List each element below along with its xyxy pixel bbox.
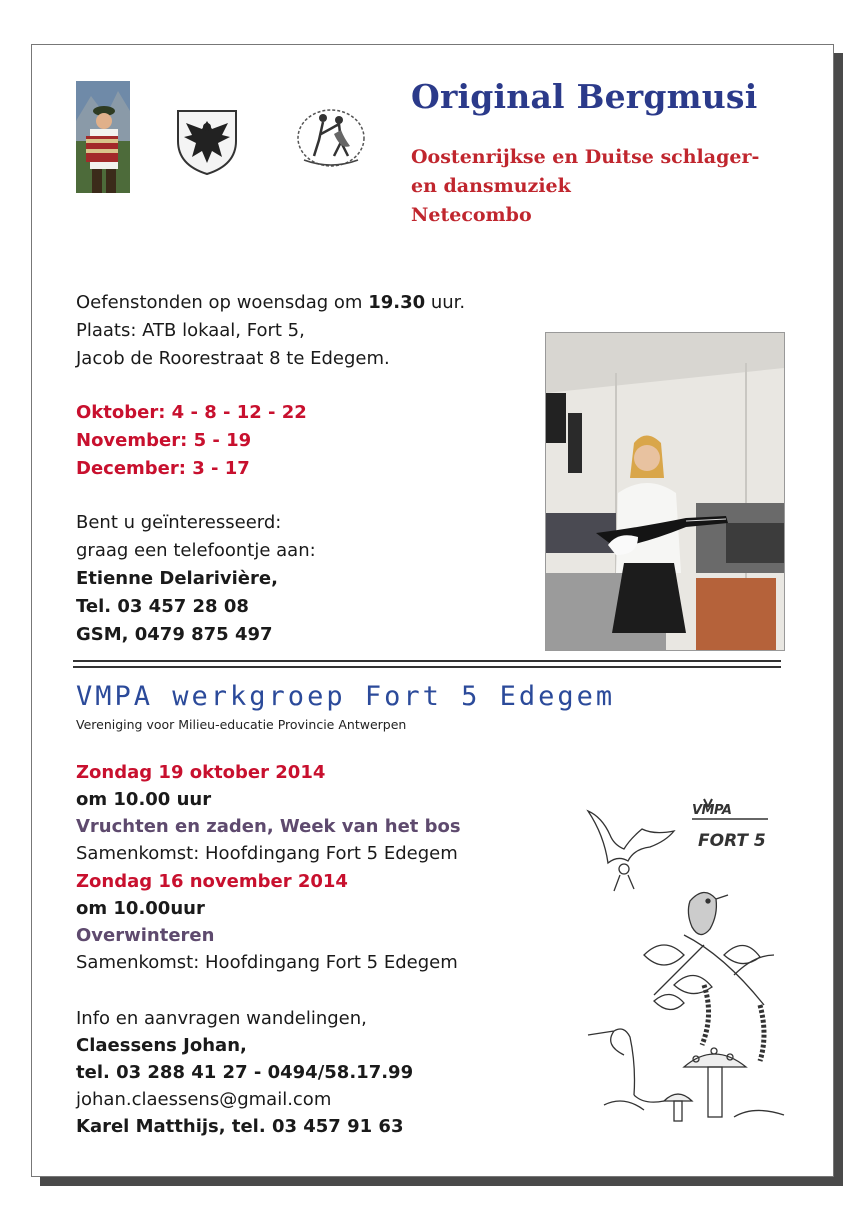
rehearsal-schedule-line <box>76 289 465 317</box>
dates-december: December: 3 - 17 <box>76 458 250 479</box>
section-divider <box>73 660 781 668</box>
nature-illustration <box>584 805 794 1125</box>
band-subtitle-line-1: Oostenrijkse en Duitse schlager- <box>411 146 760 168</box>
rehearsal-location: Plaats: ATB lokaal, Fort 5, <box>76 320 305 341</box>
band-subtitle-line-3: Netecombo <box>411 204 532 226</box>
event-1-meeting-point: Samenkomst: Hoofdingang Fort 5 Edegem <box>76 843 458 864</box>
event-1-time: om 10.00 uur <box>76 789 212 810</box>
info-second-contact: Karel Matthijs, tel. 03 457 91 63 <box>76 1116 404 1137</box>
eagle-coat-of-arms-icon <box>172 107 242 177</box>
event-2-time: om 10.00uur <box>76 898 205 919</box>
event-1-title: Vruchten en zaden, Week van het bos <box>76 816 461 837</box>
rehearsal-time: 19.30 <box>368 292 426 313</box>
contact-phone: Tel. 03 457 28 08 <box>76 596 249 617</box>
contact-intro-2: graag een telefoontje aan: <box>76 540 316 561</box>
info-contact-email[interactable]: johan.claessens@gmail.com <box>76 1089 332 1110</box>
info-contact-phone: tel. 03 288 41 27 - 0494/58.17.99 <box>76 1062 414 1083</box>
fort5-logo-text: FORT 5 <box>698 831 766 851</box>
dancing-couple-emblem-icon <box>294 100 368 172</box>
rehearsal-address: Jacob de Roorestraat 8 te Edegem. <box>76 348 390 369</box>
vmpa-title: VMPA werkgroep Fort 5 Edegem <box>76 681 616 712</box>
bass-player-photo <box>545 332 785 651</box>
band-subtitle-line-2: en dansmuziek <box>411 175 571 197</box>
info-line: Info en aanvragen wandelingen, <box>76 1008 367 1029</box>
info-contact-name: Claessens Johan, <box>76 1035 247 1056</box>
rehearsal-prefix: Oefenstonden op woensdag om <box>76 292 369 313</box>
contact-gsm: GSM, 0479 875 497 <box>76 624 273 645</box>
event-1-date: Zondag 19 oktober 2014 <box>76 762 326 783</box>
vmpa-subtitle: Vereniging voor Milieu-educatie Provincie Antwerpen <box>76 717 407 732</box>
rehearsal-suffix: uur. <box>425 292 466 313</box>
event-2-meeting-point: Samenkomst: Hoofdingang Fort 5 Edegem <box>76 952 458 973</box>
contact-intro-1: Bent u geïnteresseerd: <box>76 512 282 533</box>
event-2-date: Zondag 16 november 2014 <box>76 871 348 892</box>
event-2-title: Overwinteren <box>76 925 215 946</box>
contact-name: Etienne Delarivière, <box>76 568 278 589</box>
dates-october: Oktober: 4 - 8 - 12 - 22 <box>76 402 307 423</box>
flyer-page <box>31 44 834 1177</box>
band-title: Original Bergmusi <box>411 77 758 116</box>
accordion-player-photo <box>76 81 130 193</box>
vmpa-logo-text: VMPA <box>692 803 732 818</box>
dates-november: November: 5 - 19 <box>76 430 252 451</box>
